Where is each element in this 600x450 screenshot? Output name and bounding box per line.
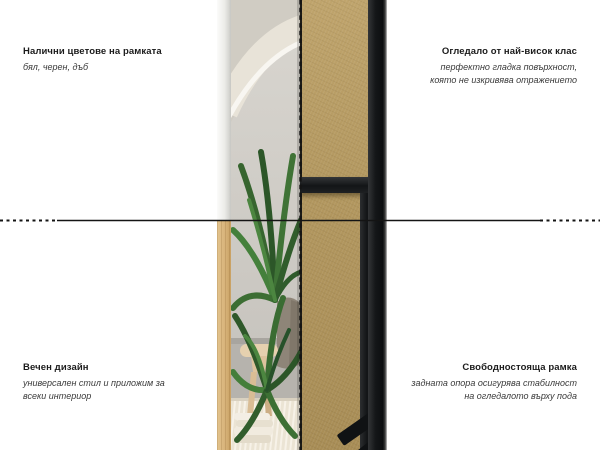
mirror-back-view	[300, 0, 387, 450]
note-freestanding-frame	[387, 362, 577, 402]
note-title: Вечен дизайн	[23, 362, 89, 373]
note-desc-line: която не изкривява отражението	[430, 74, 577, 85]
note-title: Свободностояща рамка	[462, 362, 577, 373]
mirror-reflection	[231, 0, 300, 450]
note-desc-line: перфектно гладка повърхност,	[440, 62, 577, 72]
note-frame-colors	[23, 46, 213, 74]
frame-color-oak-strip	[217, 221, 231, 450]
mdf-panel-edge	[300, 0, 302, 450]
note-desc-line: универсален стил и приложим за	[23, 378, 165, 388]
frame-color-white-strip	[217, 0, 231, 221]
note-timeless-design	[23, 362, 213, 402]
note-title: Налични цветове на рамката	[23, 46, 162, 57]
note-title: Огледало от най-висок клас	[441, 46, 577, 57]
note-desc-line: всеки интериор	[23, 390, 92, 401]
note-desc-line: задната опора осигурява стабилност	[411, 378, 577, 388]
frame-color-black-strip	[368, 0, 387, 450]
note-desc-line: бял, черен, дъб	[23, 62, 89, 72]
note-mirror-quality	[387, 46, 577, 86]
note-desc-line: на огледалото върху пода	[464, 390, 577, 401]
mirror-front-view	[217, 0, 300, 450]
